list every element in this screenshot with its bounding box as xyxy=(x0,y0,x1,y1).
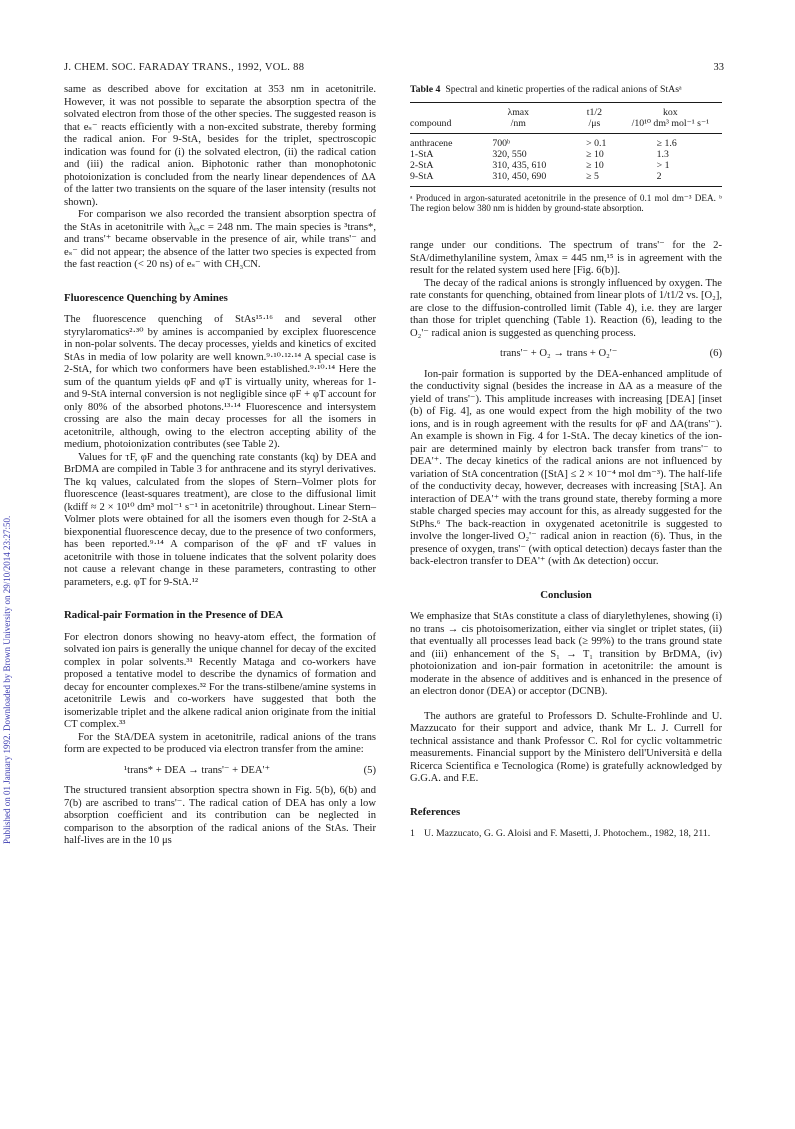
references-heading: References xyxy=(410,805,461,818)
table-cell: 310, 450, 690 xyxy=(466,171,570,187)
table-cell: 1-StA xyxy=(410,148,434,160)
table-header-cell: t1/2 xyxy=(570,102,618,118)
table-footnote: ᵃ Produced in argon-saturated acetonitrile in the presence of 0.1 mol dm⁻³ DEA. ᵇ The region below 380 nm is hidden by ground-state absorption. xyxy=(410,192,722,214)
equation-number: (6) xyxy=(709,348,722,360)
table-row xyxy=(410,171,722,187)
table-caption-text: Spectral and kinetic properties of the radical anions of StAsᵃ xyxy=(445,84,682,95)
section-heading: Radical-pair Formation in the Presence of DEA xyxy=(64,609,284,621)
table-label: Table 4 xyxy=(410,84,441,95)
left-column xyxy=(64,84,376,848)
table-header-unit: /10¹⁰ dm³ mol⁻¹ s⁻¹ xyxy=(619,118,722,134)
table-cell: > 0.1 xyxy=(586,137,607,149)
table-header-cell xyxy=(410,102,466,118)
paragraph: same as described above for excitation at 353 nm in acetonitrile. However, it was not possible to separate the absorption spectra of the solvated electron from those of the other species. The suggested reason is that eₛ⁻ reacts efficiently with a non-excited substrate, thereby forming the radical anion. For 9-StA, besides for the triplet, spectroscopic indication was found for (i) the solvated electron, (ii) the radical cation and (iii) the radical anion. Biphotonic rather than monophotonic photoionization is concluded from the nearly linear dependences of ΔA of the latter two transients on the square of the laser intensity (results not shown). xyxy=(64,84,376,208)
paragraph: For electron donors showing no heavy-atom effect, the formation of solvated ion pairs is generally the unique channel for decay of the excited complex in polar solvents.³¹ Recently Mataga and co-workers have proposed a tentative model to describe the dynamics of formation and decay for encounter complexes.³² For the trans-stilbene/amine systems in acetonitrile Lewis and co-workers have suggested that both the isomerizable triplet and the alkene radical anion originate from the initial CT complex.³³ xyxy=(64,631,376,730)
journal-header: J. CHEM. SOC. FARADAY TRANS., 1992, VOL. 88 xyxy=(64,62,305,73)
acknowledgements: The authors are grateful to Professors D. Schulte-Frohlinde and U. Mazzucato for their support and advice, thank Mr L. J. Currell for technical assistance and thank Professor C. Rol for cyclic voltammetric measurements. Financial support by the Ministero dell'Università e della Ricerca Scientifica e Tecnologica (Rome) is gratefully acknowledged by G.G.A. and F.E. xyxy=(410,710,722,785)
table-cell: 1.3 xyxy=(656,148,669,160)
table-cell: > 1 xyxy=(656,159,670,171)
running-header xyxy=(64,62,724,78)
page-number: 33 xyxy=(713,62,724,73)
reference-item xyxy=(410,828,722,840)
paragraph: The decay of the radical anions is strongly influenced by oxygen. The rate constants for quenching, obtained from linear plots of 1/t1/2 vs. [O₂], are close to the diffusion-controlled limit (Table 4), i.e. they are larger than those for triplet quenching (Table 1). Reaction (6), leading to the O₂'⁻ radical anion is suggested as quenching process. xyxy=(410,277,723,339)
paragraph: We emphasize that StAs constitute a class of diarylethylenes, showing (i) no trans → cis photoisomerization, either via singlet or triplet states, (ii) that eventually all processes lead back (≥ 99%) to the trans ground state and (iii) enhancement of the S₁ → T₁ transition by BrDMA, (iv) photoionization and ion-pair formation in acetonitrile: the amount is moderate in the absence of additives and is enhanced in the presence of an electron donor (DEA) or acceptor (DCNB). xyxy=(410,611,722,698)
table-caption xyxy=(410,84,722,96)
right-column xyxy=(410,84,722,840)
table-header-cell: compound xyxy=(410,118,466,134)
equation-number: (5) xyxy=(363,764,376,776)
paragraph: range under our conditions. The spectrum of trans'⁻ for the 2-StA/dimethylaniline system, λmax = 445 nm,¹⁵ is in agreement with the result for the related system used here [Fig. 6(b)]. xyxy=(410,240,722,277)
paragraph: Ion-pair formation is supported by the DEA-enhanced amplitude of the conductivity signal (besides the increase in ΔA as a measure of the yield of trans'⁻). This amplitude increases with increasing [DEA] [inset (b) of Fig. 4], as one would expect from the high mobility of the two ions, and is in rough agreement with the results for φF and ΔA(trans'⁻). An example is shown in Fig. 4 for 1-StA. The decay kinetics of the ion-pair are determined mainly by electron back transfer from trans'⁻ to DEA'⁺. The decay kinetics of the radical anions are not influenced by variation of StA concentration ([StA] ≤ 2 × 10⁻⁴ mol dm⁻³). The half-life of the conductivity decay, however, decreases with increasing [StA]. An interaction of DEA'⁺ with the trans ground state, thereby forming a more stable charged species may account for this, as already suggested for the StPhs.⁶ The back-reaction in oxygenated acetonitrile is suggested to involve the longer-lived O₂'⁻ radical anion in reaction (6). Thus, in the presence of oxygen, trans'⁻ (with optical detection) decays faster than the back-electron transfer to DEA'⁺ (with Δκ detection) occur. xyxy=(410,368,722,568)
table-cell: ≥ 10 xyxy=(586,148,604,160)
paragraph: The fluorescence quenching of StAs¹⁵·¹⁶ and several other styrylaromatics²·³⁰ by amines is accompanied by exciplex fluorescence in non-polar solvents. The decay processes, yields and kinetics of excited StAs in media of low polarity are well known.⁹·¹⁰·¹²·¹⁴ A special case is 2-StA, for which two conformers have been established.⁹·¹⁰·¹⁴ Here the sum of the quantum yields φF and φT is virtually unity, whereas for 1- and 9-StA internal conversion is not negligible since φF + φT account for only 80% of the absorbed photons.¹³·¹⁴ Fluorescence and intersystem crossing are also the main decay processes for all the isomers in acetonitrile, although, owing to the electron accepting ability of the medium, photoionization contributes (see Table 2). xyxy=(64,314,376,450)
table-cell: 9-StA xyxy=(410,171,466,187)
equation-body: trans'⁻ + O₂ → trans + O₂'⁻ xyxy=(500,348,618,360)
table-cell: 310, 435, 610 xyxy=(492,159,547,171)
table-cell: ≥ 10 xyxy=(586,159,604,171)
radical-anion-table xyxy=(410,102,722,187)
table-header-unit: /μs xyxy=(570,118,618,134)
table-cell: 2 xyxy=(619,171,722,187)
reference-list xyxy=(410,828,722,840)
reference-number: 1 xyxy=(410,828,415,840)
equation-6 xyxy=(410,348,722,361)
reference-text: U. Mazzucato, G. G. Aloisi and F. Masetti, J. Photochem., 1982, 18, 211. xyxy=(424,828,711,840)
table-header-cell: kox xyxy=(619,102,722,118)
table-row xyxy=(410,133,722,149)
section-heading: Fluorescence Quenching by Amines xyxy=(64,291,228,304)
paragraph: For comparison we also recorded the transient absorption spectra of the StAs in acetonitrile with λₑₓc = 248 nm. The main species is ³trans*, and trans'⁺ became observable in the presence of air, while trans'⁻ and eₛ⁻ did not appear; the absence of the latter two species is expected from the fast reaction (< 20 ns) of eₛ⁻ with CH₃CN. xyxy=(64,209,376,270)
table-cell: 2-StA xyxy=(410,159,434,171)
download-watermark: Published on 01 January 1992. Downloaded by Brown University on 29/10/2014 23:27:50. xyxy=(2,515,12,845)
equation-5 xyxy=(64,765,376,778)
section-heading: Conclusion xyxy=(540,588,592,601)
paragraph: The structured transient absorption spectra shown in Fig. 5(b), 6(b) and 7(b) are ascribed to trans'⁻. The radical cation of DEA has only a low absorption coefficient and its contribution can be neglected in comparison to the absorption of the radical anions of the StAs. Their half-lives are in the 10 μs xyxy=(64,785,376,846)
table-cell: ≥ 1.6 xyxy=(656,137,677,149)
table-row xyxy=(410,160,722,171)
table-cell: anthracene xyxy=(410,137,453,149)
table-header-cell: λmax xyxy=(466,102,570,118)
table-header-unit: /nm xyxy=(466,118,570,134)
paragraph: For the StA/DEA system in acetonitrile, radical anions of the trans form are expected to be produced via electron transfer from the amine: xyxy=(64,731,376,755)
table-cell: 320, 550 xyxy=(492,148,527,160)
equation-body: ¹trans* + DEA → trans'⁻ + DEA'⁺ xyxy=(124,764,271,776)
table-row xyxy=(410,149,722,160)
paragraph: Values for τF, φF and the quenching rate constants (kq) by DEA and BrDMA are compiled in Table 3 for anthracene and its styryl derivatives. The kq values, calculated from the slopes of Stern–Volmer plots for fluorescence (least-squares treatment), are close to the diffusional limit (kdiff ≈ 2 × 10¹⁰ dm³ mol⁻¹ s⁻¹ in acetonitrile) throughout. Linear Stern–Volmer plots were obtained for all the isomers even though for 2-StA a biexponential fluorescence decay, due to the presence of two conformers, has been reported.⁹·¹⁴ A comparison of the φF and τF values in acetonitrile with those in toluene indicates that the solvent polarity does not cause a relevant change in these parameters, contrasting to other parameters, e.g. φT for 9-StA.¹² xyxy=(64,451,376,588)
table-cell: ≥ 5 xyxy=(570,171,618,187)
table-cell: 700ᵇ xyxy=(492,137,511,149)
